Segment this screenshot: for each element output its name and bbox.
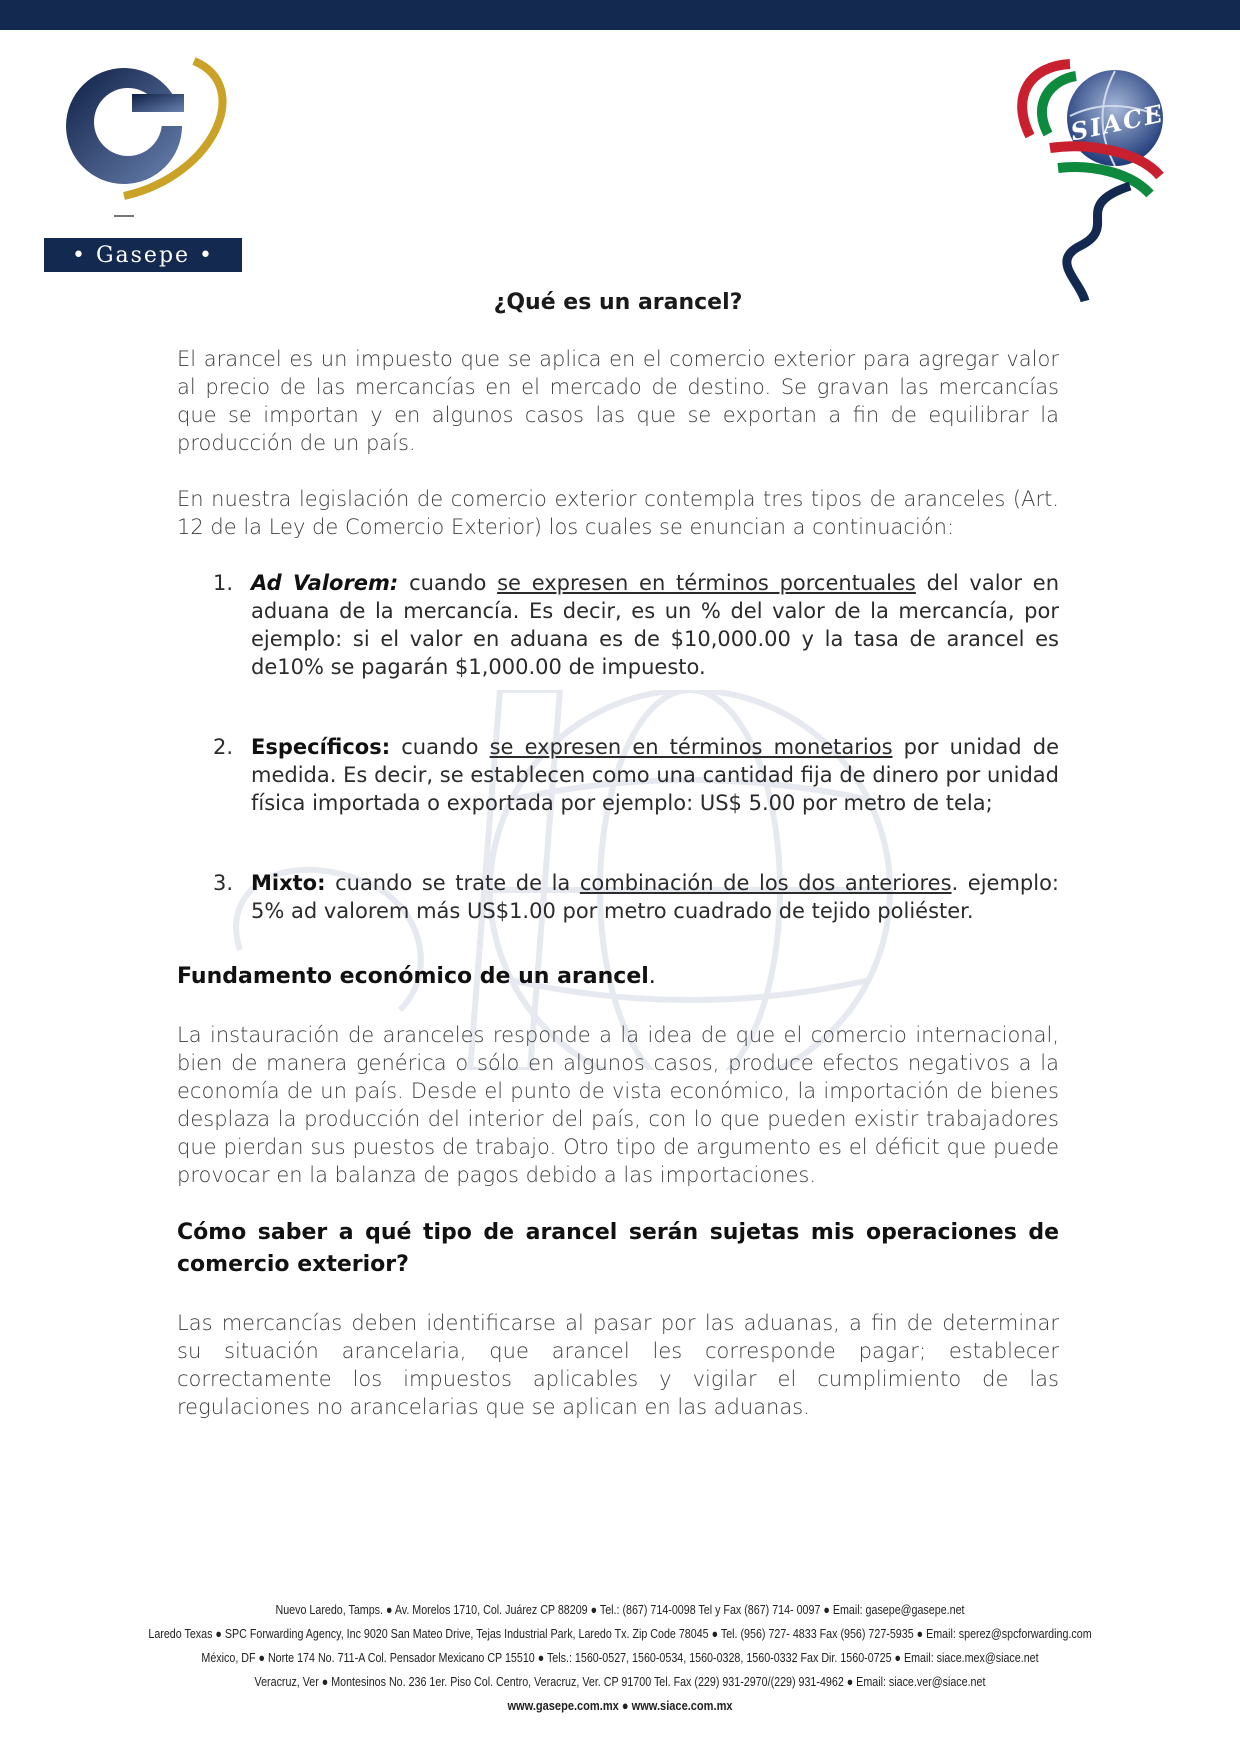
gasepe-emblem-icon (44, 56, 244, 236)
section-heading-como-saber: Cómo saber a qué tipo de arancel serán sujetas mis operaciones de comercio exterior? (177, 1220, 1059, 1277)
list-item-ad-valorem: 1. Ad Valorem: cuando se expresen en términos porcentuales del valor en aduana de la mercancía. Es decir, es un % del valor de la mercancía, por ejemplo: si el valor en aduana es de $10,000.00 y la tasa de arancel es de10% se pagarán $1,000.00 de impuesto. (213, 571, 1060, 679)
list-term: Mixto: (251, 871, 326, 895)
page-title: ¿Qué es un arancel? (493, 290, 743, 315)
list-number: 2. (213, 735, 234, 759)
siace-emblem-icon (1010, 56, 1180, 306)
siace-logo (1010, 56, 1180, 306)
footer-line-mexico: México, DF ● Norte 174 No. 711-A Col. Pensador Mexicano CP 15510 ● Tels.: 1560-0527, 1560-0534, 1560-0328, 1560-0332 Fax Dir. 1560-0725 ● Email: siace.mex@siace.net (201, 1651, 1039, 1665)
gasepe-logo (44, 56, 244, 276)
list-underlined: combinación de los dos anteriores (579, 871, 952, 895)
intro-paragraph-2: En nuestra legislación de comercio exterior contempla tres tipos de aranceles (Art. 12 de la Ley de Comercio Exterior) los cuales se enuncian a continuación: (177, 487, 1059, 539)
footer-line-nuevo-laredo: Nuevo Laredo, Tamps. ● Av. Morelos 1710, Col. Juárez CP 88209 ● Tel.: (867) 714-0098 Tel y Fax (867) 714- 0097 ● Email: gasepe@gasepe.net (275, 1603, 965, 1617)
list-item-especificos: 2. Específicos: cuando se expresen en términos monetarios por unidad de medida. Es decir, se establecen como una cantidad fija de dinero por unidad física importada o exportada por ejemplo: US$ 5.00 por metro de tela; (213, 735, 1059, 815)
footer-line-veracruz: Veracruz, Ver ● Montesinos No. 236 1er. Piso Col. Centro, Veracruz, Ver. CP 91700 Tel. Fax (229) 931-2970/(229) 931-4962 ● Email: siace.ver@siace.net (254, 1675, 986, 1689)
list-item-mixto: 3. Mixto: cuando se trate de la combinación de los dos anteriores. ejemplo: 5% ad valorem más US$1.00 por metro cuadrado de tejido poliéster. (213, 871, 1060, 923)
list-underlined: se expresen en términos porcentuales (497, 571, 916, 595)
section-body-fundamento: La instauración de aranceles responde a la idea de que el comercio internacional, bien de manera genérica o sólo en algunos casos, produce efectos negativos a la economía de un país. Desde el punto de vista económico, la importación de bienes desplaza la producción del interior del país, con lo que pueden existir trabajadores que pierdan sus puestos de trabajo. Otro tipo de argumento es el déficit que puede provocar en la balanza de pagos debido a las importaciones. (177, 1023, 1059, 1187)
gasepe-brand-label: • Gasepe • (44, 238, 242, 272)
siace-brand-label: SIACE (1068, 98, 1167, 147)
list-underlined: se expresen en términos monetarios (489, 735, 893, 759)
top-bar (0, 0, 1240, 30)
list-number: 1. (213, 571, 234, 595)
list-term: Específicos: (251, 735, 391, 759)
footer-contact (0, 1598, 1240, 1718)
footer-websites[interactable]: www.gasepe.com.mx ● www.siace.com.mx (507, 1698, 733, 1713)
document-body (177, 290, 1059, 1449)
footer-line-laredo-texas: Laredo Texas ● SPC Forwarding Agency, Inc 9020 San Mateo Drive, Tejas Industrial Park, Laredo Tx. Zip Code 78045 ● Tel. (956) 727- 4833 Fax (956) 727-5935 ● Email: sperez@spcforwarding.com (148, 1627, 1092, 1641)
section-heading-fundamento: Fundamento económico de un arancel. (177, 964, 656, 989)
intro-paragraph-1: El arancel es un impuesto que se aplica en el comercio exterior para agregar valor al precio de las mercancías en el mercado de destino. Se gravan las mercancías que se importan y en algunos casos las que se exportan a fin de equilibrar la producción de un país. (177, 347, 1059, 455)
section-body-como-saber: Las mercancías deben identificarse al pasar por las aduanas, a fin de determinar su situación arancelaria, que arancel les corresponde pagar; establecer correctamente los impuestos aplicables y vigilar el cumplimiento de las regulaciones no arancelarias que se aplican en las aduanas. (177, 1311, 1059, 1419)
list-number: 3. (213, 871, 234, 895)
tariff-types-list (177, 569, 1059, 925)
list-term: Ad Valorem: (251, 571, 399, 595)
